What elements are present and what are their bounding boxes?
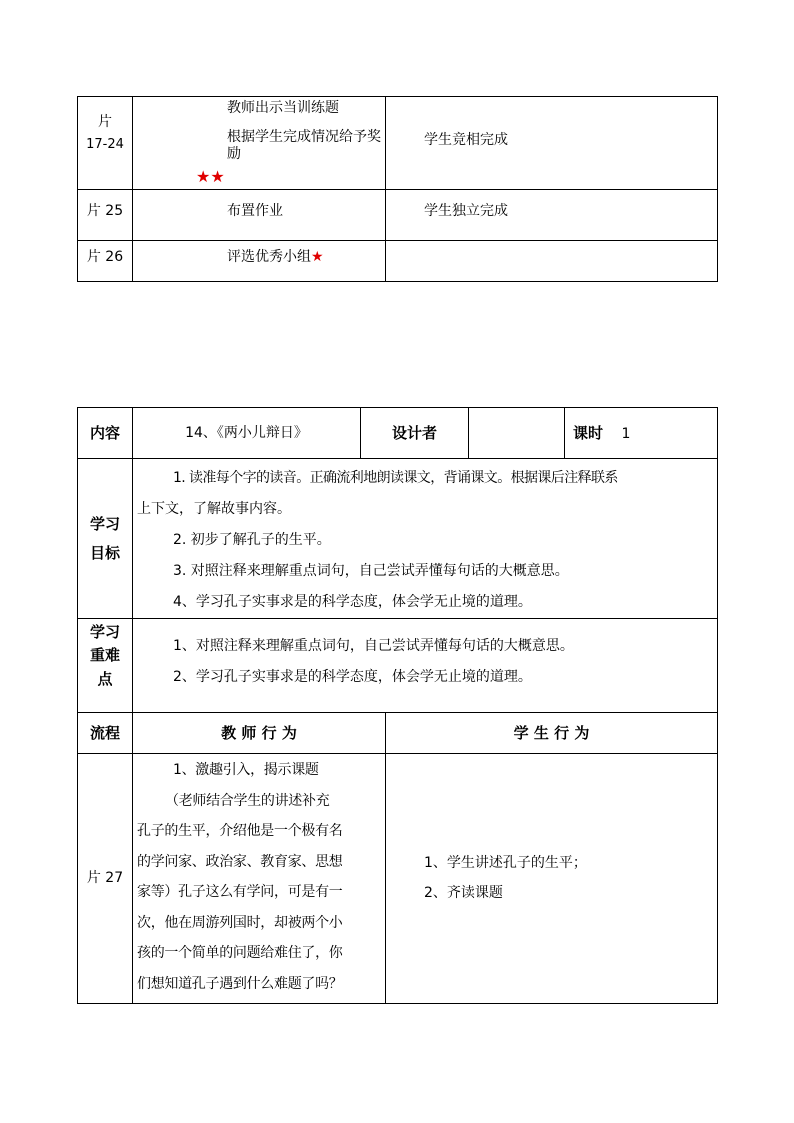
student-text: 学生竞相完成	[424, 132, 508, 148]
slide-cell: 片 27	[78, 754, 133, 1004]
table-row	[78, 754, 718, 1004]
table-row	[78, 459, 718, 619]
table-row	[78, 619, 718, 713]
designer-value	[469, 408, 565, 459]
teacher-text: 根据学生完成情况给予奖励	[227, 128, 381, 162]
keypoints-label-line: 点	[97, 669, 113, 688]
content-value: 14、《两小儿辩日》	[133, 408, 361, 459]
objective-item: 2. 初步了解孔子的生平。	[173, 532, 331, 548]
content-label: 内容	[78, 408, 133, 459]
student-text: 1、学生讲述孔子的生平；	[424, 855, 587, 871]
table-row	[78, 408, 718, 459]
slide-label: 片	[98, 114, 112, 130]
slide-cell	[78, 97, 133, 190]
student-cell	[386, 190, 718, 241]
keypoints-label	[78, 619, 133, 713]
lesson-plan-table	[77, 407, 718, 1004]
period-value: 1	[621, 425, 631, 442]
teacher-text: 评选优秀小组	[227, 249, 311, 265]
teacher-cell	[133, 97, 386, 190]
student-header: 学 生 行 为	[386, 713, 718, 754]
keypoint-item: 2、学习孔子实事求是的科学态度，体会学无止境的道理。	[173, 669, 532, 685]
teacher-text: 次，他在周游列国时，却被两个小	[137, 914, 343, 931]
slide-range: 17-24	[86, 136, 124, 152]
objectives-label-line: 学习	[89, 515, 120, 533]
slide-cell	[78, 241, 133, 282]
objective-item: 1. 读准每个字的读音。正确流利地朗读课文，背诵课文。根据课后注释联系	[173, 470, 618, 486]
objective-item: 4、学习孔子实事求是的科学态度，体会学无止境的道理。	[173, 594, 532, 610]
student-cell	[386, 754, 718, 1004]
table-row	[78, 97, 718, 190]
teacher-text: 布置作业	[227, 203, 283, 219]
period-label: 课时	[573, 423, 604, 442]
period-cell	[565, 408, 718, 459]
activity-table-top	[77, 96, 718, 282]
objectives-label	[78, 459, 133, 619]
designer-label: 设计者	[361, 408, 469, 459]
reward-star-icon: ★	[311, 249, 324, 265]
table-row	[78, 713, 718, 754]
student-cell	[386, 97, 718, 190]
slide-cell	[78, 190, 133, 241]
objectives-cell	[133, 459, 718, 619]
objective-item: 上下文，了解故事内容。	[137, 501, 291, 517]
teacher-text: 教师出示当训练题	[227, 100, 339, 116]
keypoints-label-line: 重难	[89, 646, 120, 665]
teacher-cell	[133, 754, 386, 1004]
objectives-label-line: 目标	[89, 543, 120, 562]
table-row	[78, 241, 718, 282]
teacher-cell	[133, 241, 386, 282]
student-cell	[386, 241, 718, 282]
teacher-text: （老师结合学生的讲述补充	[165, 792, 330, 809]
student-text: 学生独立完成	[424, 203, 508, 219]
slide-label: 片 25	[86, 203, 124, 219]
objective-item: 3. 对照注释来理解重点词句，自己尝试弄懂每句话的大概意思。	[173, 563, 569, 579]
teacher-text: 1、激趣引入，揭示课题	[173, 762, 319, 778]
keypoint-item: 1、对照注释来理解重点词句，自己尝试弄懂每句话的大概意思。	[173, 638, 574, 654]
table-row	[78, 190, 718, 241]
teacher-cell	[133, 190, 386, 241]
reward-stars-icon: ★★	[196, 167, 225, 187]
teacher-text: 家等）孔子这么有学问，可是有一	[137, 884, 343, 900]
keypoints-label-line: 学习	[89, 623, 120, 641]
teacher-text: 孩的一个简单的问题给难住了，你	[137, 945, 343, 961]
process-label: 流程	[78, 713, 133, 754]
keypoints-cell	[133, 619, 718, 713]
teacher-text: 们想知道孔子遇到什么难题了吗？	[137, 975, 343, 992]
teacher-header: 教 师 行 为	[133, 713, 386, 754]
slide-label: 片 26	[86, 249, 124, 265]
teacher-text: 的学问家、政治家、教育家、思想	[137, 853, 343, 870]
student-text: 2、齐读课题	[424, 885, 503, 901]
teacher-text: 孔子的生平，介绍他是一个极有名	[137, 823, 343, 839]
